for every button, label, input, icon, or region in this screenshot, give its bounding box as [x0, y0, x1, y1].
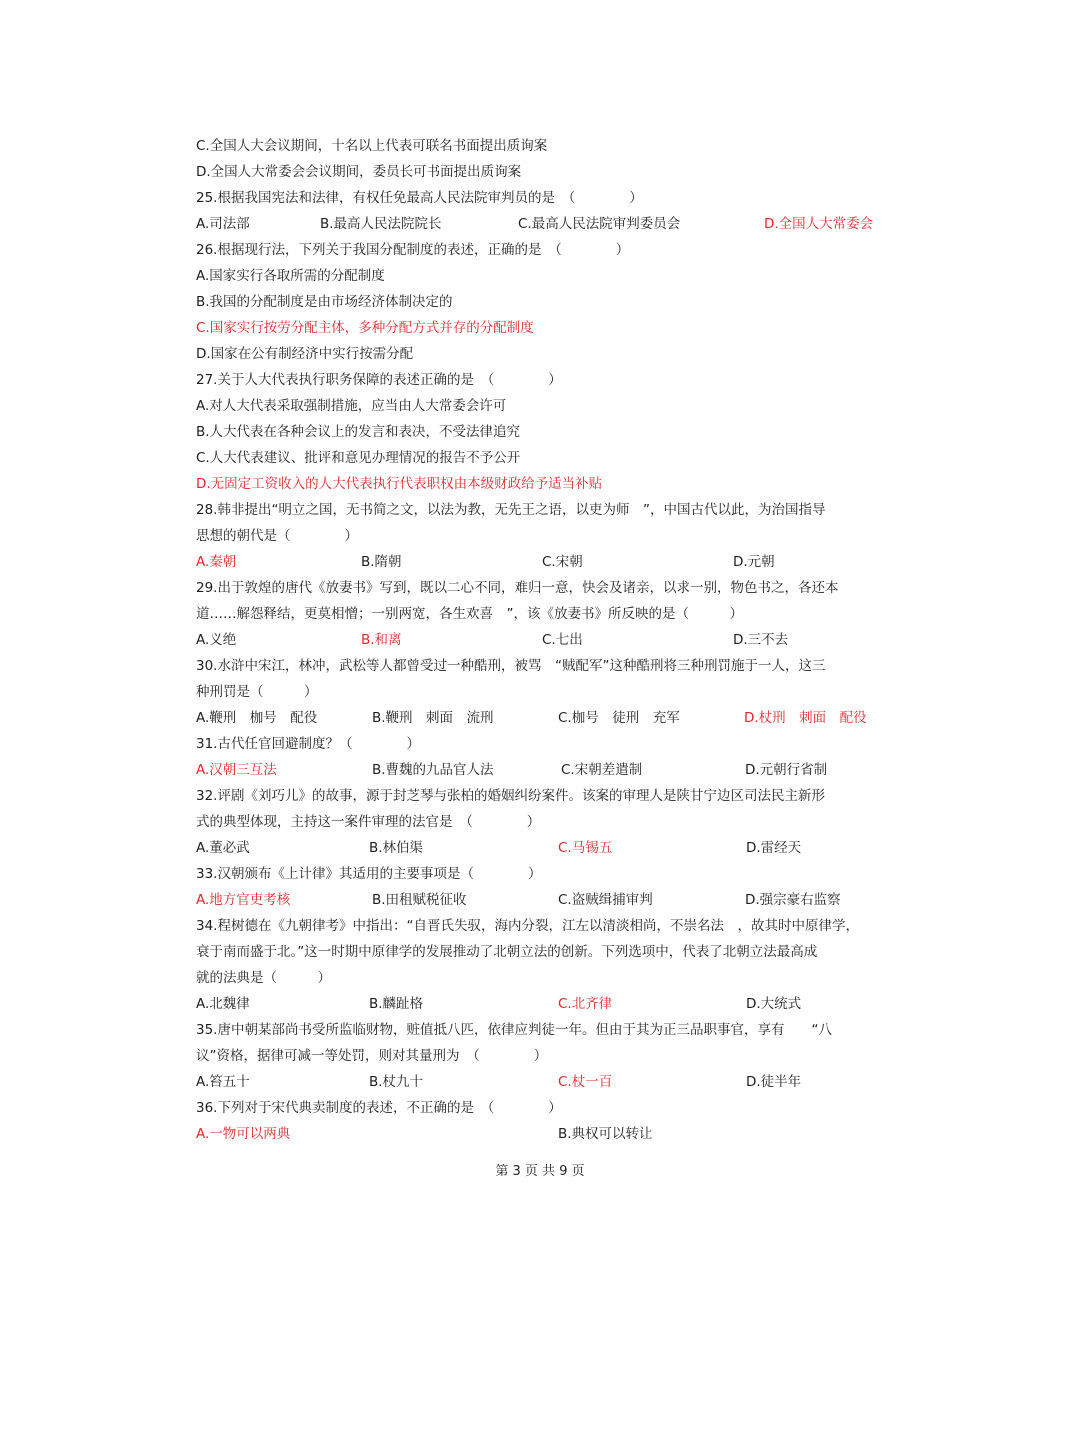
q28-option-a-answer: A.秦朝: [196, 554, 237, 570]
q27-option-d-answer: D.无固定工资收入的人大代表执行代表职权由本级财政给予适当补贴: [196, 476, 603, 492]
q25-option-b: B.最高人民法院院长: [320, 216, 442, 232]
q30-stem-line2: 种刑罚是（ ）: [196, 684, 318, 700]
q34-stem-line1: 34.程树德在《九朝律考》中指出：“自晋氏失驭，海内分裂，江左以清淡相尚，不崇名法 ，故其时中原律学，: [196, 918, 859, 934]
q30-options: [196, 705, 896, 731]
q27-option-a: A.对人大代表采取强制措施，应当由人大常委会许可: [196, 398, 507, 414]
page-footer: 第 3 页 共 9 页: [495, 1164, 585, 1179]
q28-stem-line1: 28.韩非提出“明立之国，无书简之文，以法为教，无先王之语，以吏为师 ”，中国古代以此，为治国指导: [196, 502, 826, 518]
q26-option-b: B.我国的分配制度是由市场经济体制决定的: [196, 294, 453, 310]
q33-option-b: B.田租赋税征收: [372, 892, 467, 908]
q31-option-d: D.元朝行省制: [745, 762, 828, 778]
q28-option-c: C.宋朝: [542, 554, 583, 570]
q27-option-c: C.人大代表建议、批评和意见办理情况的报告不予公开: [196, 450, 521, 466]
q33-option-c: C.盗贼缉捕审判: [558, 892, 653, 908]
q36-option-b: B.典权可以转让: [558, 1126, 653, 1142]
q34-option-c-answer: C.北齐律: [558, 996, 613, 1012]
q29-stem-line2: 道……解怨释结，更莫相憎；一别两宽，各生欢喜 ”，该《放妻书》所反映的是（ ）: [196, 606, 743, 622]
q25-option-d-answer: D.全国人大常委会: [764, 216, 874, 232]
q36-stem: 36.下列对于宋代典卖制度的表述，不正确的是 （ ）: [196, 1100, 562, 1116]
q26-option-d: D.国家在公有制经济中实行按需分配: [196, 346, 414, 362]
q29-option-c: C.七出: [542, 632, 583, 648]
q28-option-b: B.隋朝: [361, 554, 402, 570]
q30-option-a: A.鞭刑 枷号 配役: [196, 710, 318, 726]
q34-stem-line2: 衰于南而盛于北。”这一时期中原律学的发展推动了北朝立法的创新。下列选项中，代表了北朝立法最高成: [196, 944, 818, 960]
q33-stem: 33.汉朝颁布《上计律》其适用的主要事项是（ ）: [196, 866, 542, 882]
q28-option-d: D.元朝: [733, 554, 775, 570]
q31-stem: 31.古代任官回避制度？（ ）: [196, 736, 420, 752]
q32-option-c-answer: C.马锡五: [558, 840, 613, 856]
q32-options: [196, 835, 896, 861]
q32-option-b: B.林伯渠: [369, 840, 424, 856]
q32-stem-line2: 式的典型体现，主持这一案件审理的法官是 （ ）: [196, 814, 541, 830]
q36-option-a-answer: A.一物可以两典: [196, 1126, 291, 1142]
q35-option-a: A.笞五十: [196, 1074, 250, 1090]
q24-option-c: C.全国人大会议期间，十名以上代表可联名书面提出质询案: [196, 138, 548, 154]
q26-option-a: A.国家实行各取所需的分配制度: [196, 268, 385, 284]
q25-stem: 25.根据我国宪法和法律，有权任免最高人民法院审判员的是 （ ）: [196, 190, 643, 206]
q29-option-a: A.义绝: [196, 632, 237, 648]
q35-stem-line2: 议”资格，据律可减一等处罚，则对其量刑为 （ ）: [196, 1048, 548, 1064]
q30-option-d-answer: D.杖刑 刺面 配役: [744, 710, 867, 726]
q32-option-d: D.雷经天: [746, 840, 802, 856]
q26-stem: 26.根据现行法，下列关于我国分配制度的表述，正确的是 （ ）: [196, 242, 630, 258]
q25-options: [196, 211, 896, 237]
q36-options: [196, 1121, 896, 1147]
question-content: [196, 133, 896, 1147]
q26-option-c-answer: C.国家实行按劳分配主体，多种分配方式并存的分配制度: [196, 320, 534, 336]
q31-option-a-answer: A.汉朝三互法: [196, 762, 277, 778]
q25-option-c: C.最高人民法院审判委员会: [518, 216, 681, 232]
q30-stem-line1: 30.水浒中宋江，林冲，武松等人都曾受过一种酷刑，被骂 “贼配军”这种酷刑将三种刑罚施于一人，这三: [196, 658, 826, 674]
q25-option-a: A.司法部: [196, 216, 250, 232]
q31-options: [196, 757, 896, 783]
q34-option-b: B.麟趾格: [369, 996, 424, 1012]
q27-option-b: B.人大代表在各种会议上的发言和表决，不受法律追究: [196, 424, 521, 440]
q32-stem-line1: 32.评剧《刘巧儿》的故事，源于封芝琴与张柏的婚姻纠纷案件。该案的审理人是陕甘宁边区司法民主新形: [196, 788, 825, 804]
q30-option-c: C.枷号 徒刑 充军: [558, 710, 680, 726]
q35-stem-line1: 35.唐中朝某部尚书受所监临财物，赃值抵八匹，依律应判徒一年。但由于其为正三品职事官，享有 “八: [196, 1022, 832, 1038]
q34-option-d: D.大统式: [746, 996, 802, 1012]
q29-option-b-answer: B.和离: [361, 632, 402, 648]
q34-stem-line3: 就的法典是（ ）: [196, 970, 331, 986]
q34-option-a: A.北魏律: [196, 996, 250, 1012]
q33-option-d: D.强宗豪右监察: [745, 892, 841, 908]
q35-options: [196, 1069, 896, 1095]
q28-options: [196, 549, 896, 575]
q24-option-d: D.全国人大常委会会议期间，委员长可书面提出质询案: [196, 164, 522, 180]
q35-option-d: D.徒半年: [746, 1074, 802, 1090]
q29-options: [196, 627, 896, 653]
q35-option-b: B.杖九十: [369, 1074, 424, 1090]
q34-options: [196, 991, 896, 1017]
q29-stem-line1: 29.出于敦煌的唐代《放妻书》写到，既以二心不同，难归一意，快会及诸亲，以求一别，物色书之，各还本: [196, 580, 839, 596]
q28-stem-line2: 思想的朝代是（ ）: [196, 528, 358, 544]
q35-option-c-answer: C.杖一百: [558, 1074, 613, 1090]
q27-stem: 27.关于人大代表执行职务保障的表述正确的是 （ ）: [196, 372, 562, 388]
q31-option-c: C.宋朝差遣制: [561, 762, 643, 778]
q30-option-b: B.鞭刑 刺面 流刑: [372, 710, 494, 726]
q33-options: [196, 887, 896, 913]
q32-option-a: A.董必武: [196, 840, 250, 856]
q31-option-b: B.曹魏的九品官人法: [372, 762, 494, 778]
q33-option-a-answer: A.地方官吏考核: [196, 892, 291, 908]
q29-option-d: D.三不去: [733, 632, 789, 648]
